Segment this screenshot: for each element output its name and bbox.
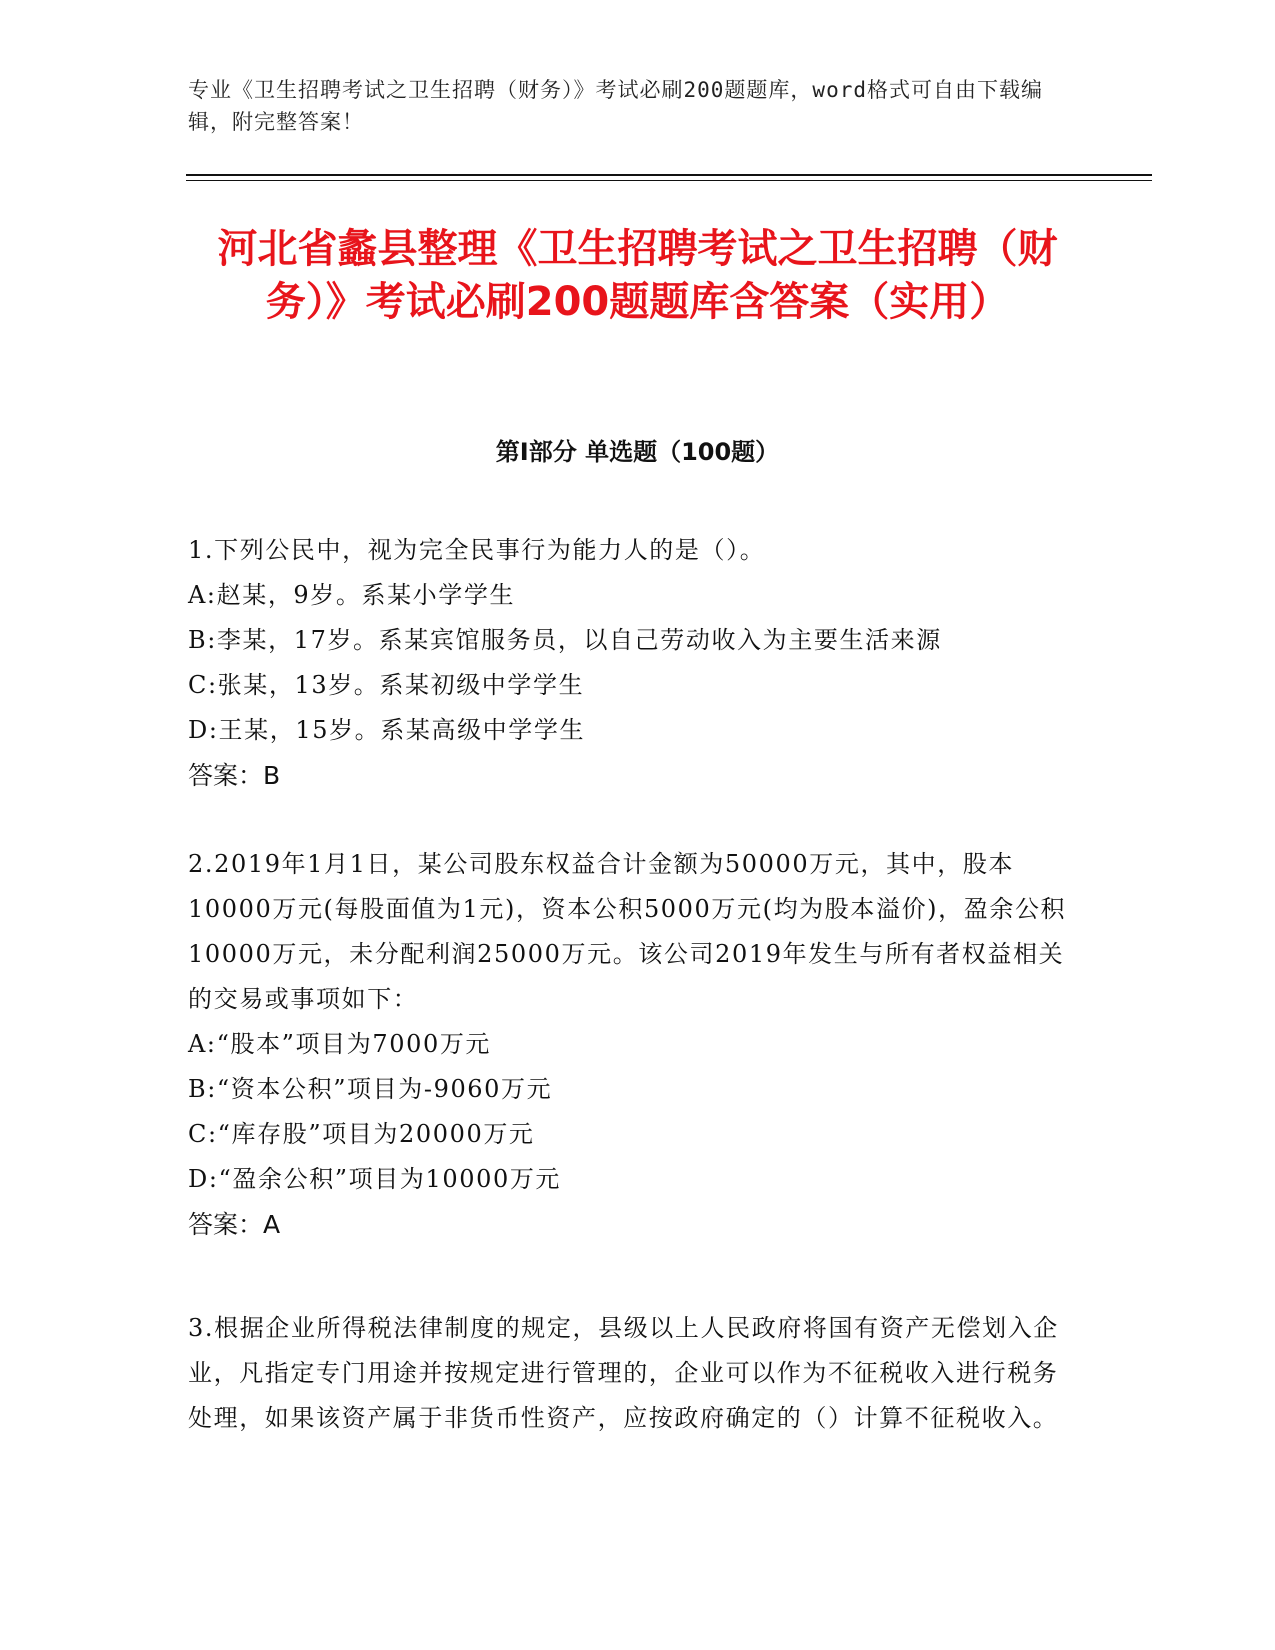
option-c: C:张某，13岁。系某初级中学学生 bbox=[188, 671, 585, 699]
option-d: D:王某，15岁。系某高级中学学生 bbox=[188, 716, 586, 744]
question-2 bbox=[188, 842, 1068, 1247]
question-text: 2.2019年1月1日，某公司股东权益合计金额为50000万元，其中，股本10000万元(每股面值为1元)，资本公积5000万元(均为股本溢价)，盈余公积10000万元，未分配利润25000万元。该公司2019年发生与所有者权益相关的交易或事项如下： bbox=[188, 850, 1067, 1013]
question-3 bbox=[188, 1306, 1068, 1441]
header-rule-thick bbox=[186, 174, 1152, 176]
answer: 答案：B bbox=[188, 761, 281, 790]
section-title: 第Ⅰ部分 单选题（100题） bbox=[495, 438, 780, 466]
option-a: A:赵某，9岁。系某小学学生 bbox=[188, 581, 516, 609]
header-note: 专业《卫生招聘考试之卫生招聘（财务）》考试必刷200题题库，word格式可自由下载编辑，附完整答案！ bbox=[188, 78, 1043, 134]
header-rule-thin bbox=[186, 180, 1152, 181]
document-title: 河北省蠡县整理《卫生招聘考试之卫生招聘（财务）》考试必刷200题题库含答案（实用） bbox=[217, 226, 1058, 325]
question-1 bbox=[188, 528, 1068, 798]
option-b: B:李某，17岁。系某宾馆服务员，以自己劳动收入为主要生活来源 bbox=[188, 626, 942, 654]
question-text: 1.下列公民中，视为完全民事行为能力人的是（）。 bbox=[188, 536, 766, 564]
option-a: A:“股本”项目为7000万元 bbox=[188, 1030, 492, 1058]
option-d: D:“盈余公积”项目为10000万元 bbox=[188, 1165, 562, 1193]
question-text: 3.根据企业所得税法律制度的规定，县级以上人民政府将国有资产无偿划入企业，凡指定专门用途并按规定进行管理的，企业可以作为不征税收入进行税务处理，如果该资产属于非货币性资产，应按政府确定的（）计算不征税收入。 bbox=[188, 1314, 1059, 1432]
option-b: B:“资本公积”项目为-9060万元 bbox=[188, 1075, 553, 1103]
answer: 答案：A bbox=[188, 1210, 281, 1239]
option-c: C:“库存股”项目为20000万元 bbox=[188, 1120, 535, 1148]
